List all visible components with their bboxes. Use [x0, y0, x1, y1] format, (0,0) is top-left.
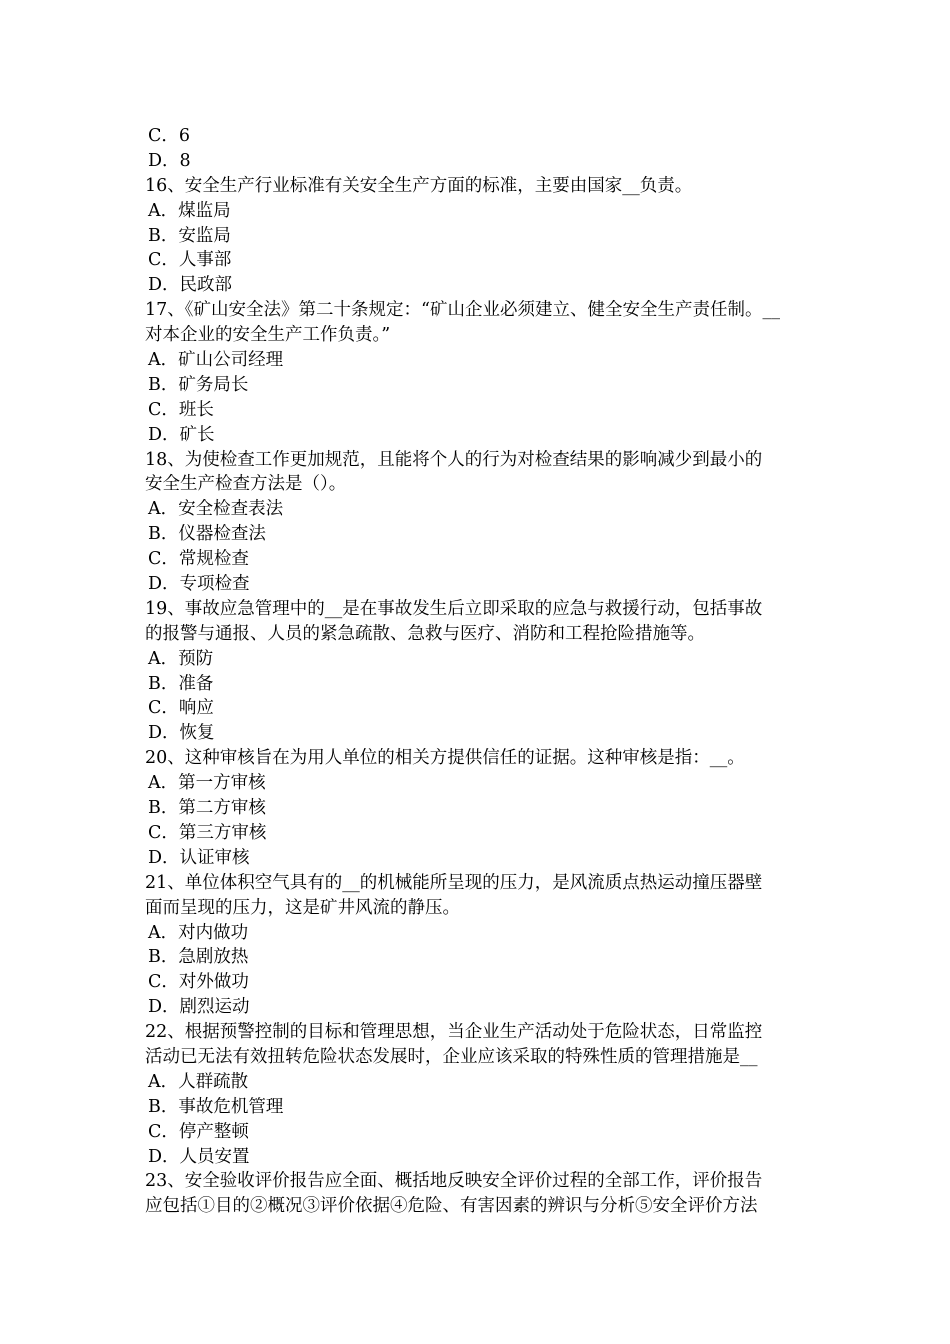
question-text-continued: 面而呈现的压力，这是矿井风流的静压。 [145, 897, 460, 918]
answer-option: C．响应 [148, 698, 214, 719]
answer-option: C．班长 [148, 399, 214, 420]
question-text: 18、为使检查工作更加规范，且能将个人的行为对检查结果的影响减少到最小的 [145, 449, 763, 470]
question-text-continued: 对本企业的安全生产工作负责。” [145, 325, 391, 346]
question-text-continued: 活动已无法有效扭转危险状态发展时，企业应该采取的特殊性质的管理措施是__ [145, 1046, 758, 1067]
answer-option: B．准备 [148, 673, 214, 694]
answer-option: A．人群疏散 [148, 1071, 249, 1092]
answer-option: D．专项检查 [148, 574, 250, 595]
answer-option: D．人员安置 [148, 1146, 250, 1167]
question-text: 19、事故应急管理中的__是在事故发生后立即采取的应急与救援行动，包括事故 [145, 598, 763, 619]
answer-option: C．常规检查 [148, 549, 249, 570]
answer-option: B．急剧放热 [148, 947, 249, 968]
answer-option: B．仪器检查法 [148, 524, 266, 545]
answer-option: C．对外做功 [148, 972, 249, 993]
question-text: 21、单位体积空气具有的__的机械能所呈现的压力，是风流质点热运动撞压器壁 [145, 872, 763, 893]
question-text: 23、安全验收评价报告应全面、概括地反映安全评价过程的全部工作，评价报告 [145, 1171, 763, 1192]
answer-option: B．安监局 [148, 225, 231, 246]
answer-option: D．认证审核 [148, 847, 250, 868]
question-text-continued: 应包括①目的②概况③评价依据④危险、有害因素的辨识与分析⑤安全评价方法 [145, 1196, 758, 1217]
answer-option: A．对内做功 [148, 922, 249, 943]
answer-option: A．第一方审核 [148, 773, 266, 794]
answer-option: C．人事部 [148, 250, 232, 271]
answer-option: A．煤监局 [148, 200, 231, 221]
answer-option: D．8 [148, 150, 191, 171]
document-page [145, 124, 810, 1219]
question-text: 16、安全生产行业标准有关安全生产方面的标准，主要由国家__负责。 [145, 175, 693, 196]
answer-option: C．第三方审核 [148, 822, 267, 843]
answer-option: A．安全检查表法 [148, 499, 284, 520]
answer-option: B．事故危机管理 [148, 1096, 284, 1117]
answer-option: C．6 [148, 126, 191, 146]
answer-option: A．矿山公司经理 [148, 350, 284, 371]
question-text-continued: 的报警与通报、人员的紧急疏散、急救与医疗、消防和工程抢险措施等。 [145, 623, 705, 644]
answer-option: D．民政部 [148, 275, 233, 296]
answer-option: D．矿长 [148, 424, 215, 445]
answer-option: D．剧烈运动 [148, 997, 250, 1018]
question-text-continued: 安全生产检查方法是（）。 [145, 474, 347, 495]
answer-option: C．停产整顿 [148, 1121, 249, 1142]
answer-option: B．第二方审核 [148, 798, 266, 819]
question-text: 22、根据预警控制的目标和管理思想，当企业生产活动处于危险状态，日常监控 [145, 1022, 763, 1043]
question-text: 17、《矿山安全法》第二十条规定：“矿山企业必须建立、健全安全生产责任制。__ [145, 300, 780, 321]
answer-option: A．预防 [148, 648, 214, 669]
question-text: 20、这种审核旨在为用人单位的相关方提供信任的证据。这种审核是指：__。 [145, 748, 745, 769]
answer-option: B．矿务局长 [148, 374, 249, 395]
answer-option: D．恢复 [148, 723, 215, 744]
